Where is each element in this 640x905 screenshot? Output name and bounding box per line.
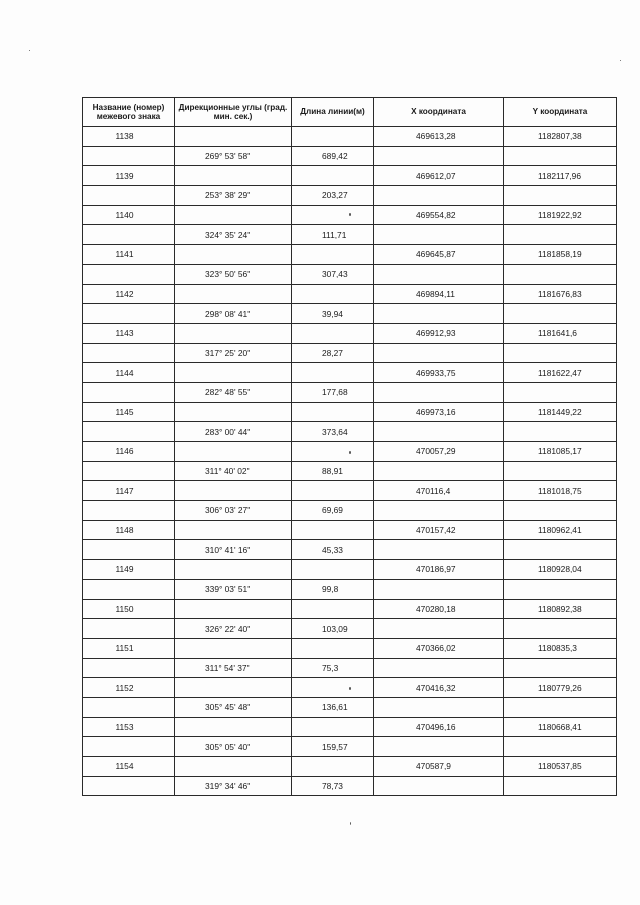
empty-cell — [504, 146, 617, 166]
empty-cell — [374, 501, 504, 521]
empty-cell — [504, 658, 617, 678]
empty-cell — [504, 619, 617, 639]
empty-cell — [175, 717, 292, 737]
line-length-cell: 39,94 — [292, 304, 374, 324]
empty-cell — [504, 422, 617, 442]
empty-cell — [374, 697, 504, 717]
table-row-segment — [83, 225, 617, 245]
header-direction-angle: Дирекционные углы (град. мин. сек.) — [175, 98, 292, 127]
marker-name-cell: 1143 — [83, 323, 175, 343]
direction-angle-cell: 317° 25' 20" — [175, 343, 292, 363]
empty-cell — [374, 264, 504, 284]
empty-cell — [504, 501, 617, 521]
empty-cell — [374, 579, 504, 599]
empty-cell — [83, 146, 175, 166]
line-length-cell: 45,33 — [292, 540, 374, 560]
direction-angle-cell: 269° 53' 58" — [175, 146, 292, 166]
table-row-segment — [83, 382, 617, 402]
marker-name-cell: 1145 — [83, 402, 175, 422]
y-coordinate-cell: 1180835,3 — [504, 638, 617, 658]
empty-cell — [83, 304, 175, 324]
marker-name-cell: 1147 — [83, 481, 175, 501]
direction-angle-cell: 319° 34' 46" — [175, 776, 292, 796]
header-y-coordinate: Y координата — [504, 98, 617, 127]
y-coordinate-cell: 1180962,41 — [504, 520, 617, 540]
direction-angle-cell: 306° 03' 27" — [175, 501, 292, 521]
empty-cell — [175, 166, 292, 186]
y-coordinate-cell: 1180928,04 — [504, 560, 617, 580]
empty-cell — [374, 540, 504, 560]
line-length-cell: 177,68 — [292, 382, 374, 402]
empty-cell — [292, 127, 374, 147]
empty-cell — [175, 638, 292, 658]
marker-name-cell: 1150 — [83, 599, 175, 619]
table-row-point — [83, 599, 617, 619]
x-coordinate-cell: 470366,02 — [374, 638, 504, 658]
empty-cell — [292, 757, 374, 777]
marker-name-cell: 1148 — [83, 520, 175, 540]
header-line-length: Длина линии(м) — [292, 98, 374, 127]
empty-cell — [175, 363, 292, 383]
x-coordinate-cell: 470416,32 — [374, 678, 504, 698]
table-row-point — [83, 560, 617, 580]
table-row-point — [83, 402, 617, 422]
y-coordinate-cell: 1182117,96 — [504, 166, 617, 186]
scan-speck — [620, 60, 621, 61]
empty-cell — [83, 658, 175, 678]
x-coordinate-cell: 469912,93 — [374, 323, 504, 343]
table-row-point — [83, 166, 617, 186]
y-coordinate-cell: 1181641,6 — [504, 323, 617, 343]
y-coordinate-cell: 1180779,26 — [504, 678, 617, 698]
table-row-point — [83, 638, 617, 658]
direction-angle-cell: 298° 08' 41" — [175, 304, 292, 324]
empty-cell — [83, 382, 175, 402]
x-coordinate-cell: 469933,75 — [374, 363, 504, 383]
direction-angle-cell: 339° 03' 51" — [175, 579, 292, 599]
table-row-point — [83, 481, 617, 501]
marker-name-cell: 1146 — [83, 442, 175, 462]
direction-angle-cell: 324° 35' 24" — [175, 225, 292, 245]
table-row-point — [83, 717, 617, 737]
empty-cell — [292, 363, 374, 383]
empty-cell — [175, 599, 292, 619]
empty-cell — [374, 776, 504, 796]
empty-cell — [175, 205, 292, 225]
empty-cell — [374, 461, 504, 481]
line-length-cell: 307,43 — [292, 264, 374, 284]
marker-name-cell: 1144 — [83, 363, 175, 383]
table-row-point — [83, 520, 617, 540]
empty-cell — [83, 461, 175, 481]
x-coordinate-cell: 470496,16 — [374, 717, 504, 737]
x-coordinate-cell: 469645,87 — [374, 245, 504, 265]
line-length-cell: 103,09 — [292, 619, 374, 639]
table-row-segment — [83, 461, 617, 481]
empty-cell — [175, 245, 292, 265]
direction-angle-cell: 311° 54' 37" — [175, 658, 292, 678]
table-row-point — [83, 245, 617, 265]
empty-cell — [374, 619, 504, 639]
empty-cell — [292, 481, 374, 501]
direction-angle-cell: 311° 40' 02" — [175, 461, 292, 481]
empty-cell — [504, 737, 617, 757]
empty-cell — [292, 323, 374, 343]
table-row-segment — [83, 422, 617, 442]
empty-cell — [83, 186, 175, 206]
table-row-segment — [83, 579, 617, 599]
scan-speck — [349, 213, 351, 216]
y-coordinate-cell: 1181449,22 — [504, 402, 617, 422]
line-length-cell: 203,27 — [292, 186, 374, 206]
marker-name-cell: 1142 — [83, 284, 175, 304]
empty-cell — [175, 481, 292, 501]
empty-cell — [83, 264, 175, 284]
x-coordinate-cell: 470280,18 — [374, 599, 504, 619]
line-length-cell: 78,73 — [292, 776, 374, 796]
empty-cell — [292, 717, 374, 737]
empty-cell — [374, 422, 504, 442]
empty-cell — [504, 382, 617, 402]
boundary-coordinates-table — [82, 97, 617, 796]
empty-cell — [292, 520, 374, 540]
line-length-cell: 373,64 — [292, 422, 374, 442]
table-row-segment — [83, 776, 617, 796]
y-coordinate-cell: 1181922,92 — [504, 205, 617, 225]
y-coordinate-cell: 1181085,17 — [504, 442, 617, 462]
line-length-cell: 28,27 — [292, 343, 374, 363]
empty-cell — [83, 343, 175, 363]
marker-name-cell: 1152 — [83, 678, 175, 698]
empty-cell — [504, 225, 617, 245]
y-coordinate-cell: 1180537,85 — [504, 757, 617, 777]
direction-angle-cell: 310° 41' 16" — [175, 540, 292, 560]
x-coordinate-cell: 469613,28 — [374, 127, 504, 147]
table-row-point — [83, 757, 617, 777]
empty-cell — [374, 304, 504, 324]
empty-cell — [292, 402, 374, 422]
empty-cell — [292, 678, 374, 698]
empty-cell — [83, 540, 175, 560]
marker-name-cell: 1139 — [83, 166, 175, 186]
empty-cell — [504, 461, 617, 481]
table-row-segment — [83, 304, 617, 324]
empty-cell — [175, 757, 292, 777]
empty-cell — [83, 737, 175, 757]
marker-name-cell: 1149 — [83, 560, 175, 580]
header-x-coordinate: X координата — [374, 98, 504, 127]
header-marker-name: Название (номер) межевого знака — [83, 98, 175, 127]
line-length-cell: 88,91 — [292, 461, 374, 481]
table-row-segment — [83, 658, 617, 678]
x-coordinate-cell: 470057,29 — [374, 442, 504, 462]
empty-cell — [83, 579, 175, 599]
table-row-segment — [83, 540, 617, 560]
empty-cell — [504, 776, 617, 796]
table-row-segment — [83, 697, 617, 717]
empty-cell — [292, 205, 374, 225]
empty-cell — [504, 697, 617, 717]
x-coordinate-cell: 469554,82 — [374, 205, 504, 225]
line-length-cell: 69,69 — [292, 501, 374, 521]
x-coordinate-cell: 470157,42 — [374, 520, 504, 540]
table-row-point — [83, 323, 617, 343]
line-length-cell: 75,3 — [292, 658, 374, 678]
direction-angle-cell: 305° 45' 48" — [175, 697, 292, 717]
table-header-row — [83, 98, 617, 127]
line-length-cell: 159,57 — [292, 737, 374, 757]
empty-cell — [292, 166, 374, 186]
empty-cell — [175, 284, 292, 304]
empty-cell — [374, 343, 504, 363]
x-coordinate-cell: 469973,16 — [374, 402, 504, 422]
empty-cell — [292, 284, 374, 304]
empty-cell — [374, 186, 504, 206]
empty-cell — [175, 520, 292, 540]
empty-cell — [504, 343, 617, 363]
empty-cell — [292, 560, 374, 580]
x-coordinate-cell: 469894,11 — [374, 284, 504, 304]
empty-cell — [374, 737, 504, 757]
empty-cell — [83, 697, 175, 717]
empty-cell — [175, 402, 292, 422]
empty-cell — [504, 579, 617, 599]
direction-angle-cell: 282° 48' 55" — [175, 382, 292, 402]
empty-cell — [83, 225, 175, 245]
direction-angle-cell: 323° 50' 56" — [175, 264, 292, 284]
y-coordinate-cell: 1182807,38 — [504, 127, 617, 147]
x-coordinate-cell: 470587,9 — [374, 757, 504, 777]
empty-cell — [83, 619, 175, 639]
table-row-segment — [83, 737, 617, 757]
scan-speck — [350, 822, 351, 825]
line-length-cell: 689,42 — [292, 146, 374, 166]
empty-cell — [175, 323, 292, 343]
empty-cell — [175, 127, 292, 147]
line-length-cell: 99,8 — [292, 579, 374, 599]
line-length-cell: 111,71 — [292, 225, 374, 245]
table-row-point — [83, 363, 617, 383]
empty-cell — [292, 638, 374, 658]
y-coordinate-cell: 1181858,19 — [504, 245, 617, 265]
marker-name-cell: 1151 — [83, 638, 175, 658]
empty-cell — [374, 658, 504, 678]
table-row-segment — [83, 186, 617, 206]
empty-cell — [83, 501, 175, 521]
table-row-segment — [83, 264, 617, 284]
table-body — [83, 127, 617, 796]
scan-speck — [29, 50, 30, 51]
x-coordinate-cell: 470116,4 — [374, 481, 504, 501]
table-row-segment — [83, 619, 617, 639]
line-length-cell: 136,61 — [292, 697, 374, 717]
y-coordinate-cell: 1181622,47 — [504, 363, 617, 383]
y-coordinate-cell: 1180892,38 — [504, 599, 617, 619]
x-coordinate-cell: 470186,97 — [374, 560, 504, 580]
empty-cell — [504, 186, 617, 206]
empty-cell — [292, 245, 374, 265]
table-row-point — [83, 284, 617, 304]
empty-cell — [292, 599, 374, 619]
empty-cell — [504, 304, 617, 324]
table-row-point — [83, 127, 617, 147]
marker-name-cell: 1154 — [83, 757, 175, 777]
scan-speck — [349, 687, 351, 690]
direction-angle-cell: 326° 22' 40" — [175, 619, 292, 639]
direction-angle-cell: 253° 38' 29" — [175, 186, 292, 206]
table-row-segment — [83, 343, 617, 363]
empty-cell — [175, 560, 292, 580]
marker-name-cell: 1140 — [83, 205, 175, 225]
direction-angle-cell: 283° 00' 44" — [175, 422, 292, 442]
empty-cell — [292, 442, 374, 462]
scan-speck — [349, 451, 351, 454]
empty-cell — [374, 225, 504, 245]
table-row-segment — [83, 501, 617, 521]
empty-cell — [504, 540, 617, 560]
empty-cell — [175, 678, 292, 698]
marker-name-cell: 1141 — [83, 245, 175, 265]
y-coordinate-cell: 1180668,41 — [504, 717, 617, 737]
marker-name-cell: 1153 — [83, 717, 175, 737]
y-coordinate-cell: 1181676,83 — [504, 284, 617, 304]
table-row-segment — [83, 146, 617, 166]
marker-name-cell: 1138 — [83, 127, 175, 147]
empty-cell — [83, 776, 175, 796]
direction-angle-cell: 305° 05' 40" — [175, 737, 292, 757]
empty-cell — [504, 264, 617, 284]
empty-cell — [374, 146, 504, 166]
empty-cell — [175, 442, 292, 462]
x-coordinate-cell: 469612,07 — [374, 166, 504, 186]
empty-cell — [83, 422, 175, 442]
empty-cell — [374, 382, 504, 402]
y-coordinate-cell: 1181018,75 — [504, 481, 617, 501]
